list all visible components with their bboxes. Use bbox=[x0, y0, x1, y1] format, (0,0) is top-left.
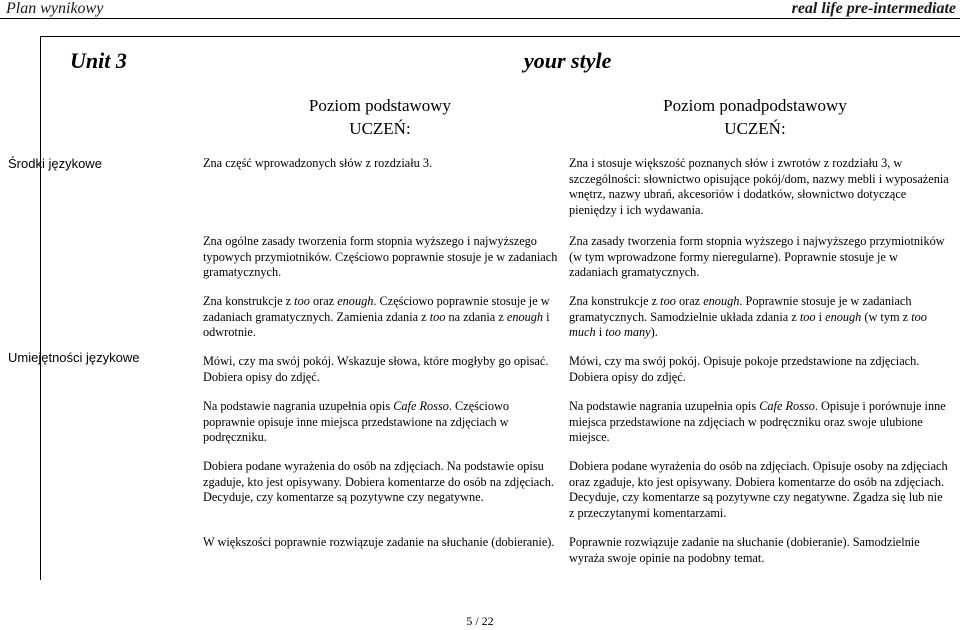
basic-comparatives: Zna ogólne zasady tworzenia form stopnia wyższego i najwyższego typowych przymiotników. Częściowo poprawnie stosuje je w zadaniach gramatycznych. bbox=[203, 234, 558, 279]
level-basic-who: UCZEŃ: bbox=[349, 119, 411, 138]
advanced-comparatives: Zna zasady tworzenia form stopnia wyższego i najwyższego przymiotników (w tym wprowadzone formy nieregularne). Poprawnie stosuje je w zadaniach gramatycznych. bbox=[569, 234, 945, 279]
level-basic-name: Poziom podstawowy bbox=[308, 96, 452, 115]
basic-too-enough: Zna konstrukcje z too oraz enough. Częściowo poprawnie stosuje je w zadaniach gramatycznych. Zamienia zdania z too na zdania z enough i odwrotnie. bbox=[203, 294, 550, 339]
advanced-speaking: Mówi, czy ma swój pokój. Opisuje pokoje przedstawione na zdjęciach. Dobiera opisy do zdjęć. bbox=[569, 354, 920, 384]
row-label-language-skills: Umiejętności językowe bbox=[8, 350, 140, 365]
basic-vocab: Zna część wprowadzonych słów z rozdziału 3. bbox=[203, 156, 433, 170]
advanced-vocab: Zna i stosuje większość poznanych słów i zwrotów z rozdziału 3, w szczególności: słownictwo opisujące pokój/dom, nazwy mebli i wyposażenia wnętrz, nazwy ubrań, akcesoriów i dodatków, słownictwo dotyczące pieniędzy i ich wydawania. bbox=[569, 156, 949, 217]
row-label-language-means: Środki językowe bbox=[8, 156, 102, 171]
advanced-too-enough: Zna konstrukcje z too oraz enough. Poprawnie stosuje je w zadaniach gramatycznych. Samodzielnie układa zdania z too i enough (w tym z too much i too many). bbox=[569, 294, 927, 339]
unit-subtitle: your style bbox=[524, 48, 612, 73]
page-number: 5 / 22 bbox=[466, 614, 494, 628]
table-top-border bbox=[40, 36, 960, 37]
advanced-listening: Poprawnie rozwiązuje zadanie na słuchanie (dobieranie). Samodzielnie wyraża swoje opinie na podobny temat. bbox=[569, 535, 920, 565]
basic-matching: Dobiera podane wyrażenia do osób na zdjęciach. Na podstawie opisu zgaduje, kto jest opisywany. Dobiera komentarze do osób na zdjęciach. Decyduje, czy komentarze są pozytywne czy negatywne. bbox=[203, 459, 554, 504]
unit-title: Unit 3 bbox=[70, 48, 127, 73]
level-advanced-who: UCZEŃ: bbox=[724, 119, 786, 138]
level-basic-heading bbox=[300, 94, 460, 140]
basic-cafe: Na podstawie nagrania uzupełnia opis Cafe Rosso. Częściowo poprawnie opisuje inne miejsca przedstawione na zdjęciach w podręczniku. bbox=[203, 399, 509, 444]
basic-listening: W większości poprawnie rozwiązuje zadanie na słuchanie (dobieranie). bbox=[203, 535, 555, 549]
level-advanced-name: Poziom ponadpodstawowy bbox=[663, 96, 847, 115]
advanced-matching: Dobiera podane wyrażenia do osób na zdjęciach. Opisuje osoby na zdjęciach oraz zgaduje, kto jest opisywany. Dobiera komentarze do osób na zdjęciach. Decyduje, czy komentarze są pozytywne czy negatywne. Zgadza się lub nie z przeczytanymi komentarzami. bbox=[569, 459, 948, 520]
doc-header-left: Plan wynikowy bbox=[6, 0, 104, 17]
doc-header-right: real life pre-intermediate bbox=[791, 0, 956, 17]
advanced-cafe: Na podstawie nagrania uzupełnia opis Cafe Rosso. Opisuje i porównuje inne miejsca przedstawione na zdjęciach w podręczniku oraz swoje ulubione miejsce. bbox=[569, 399, 946, 444]
table-left-border bbox=[40, 36, 41, 580]
level-advanced-heading bbox=[645, 94, 865, 140]
basic-speaking: Mówi, czy ma swój pokój. Wskazuje słowa, które mogłyby go opisać. Dobiera opisy do zdjęć. bbox=[203, 354, 549, 384]
header-rule bbox=[0, 18, 960, 19]
